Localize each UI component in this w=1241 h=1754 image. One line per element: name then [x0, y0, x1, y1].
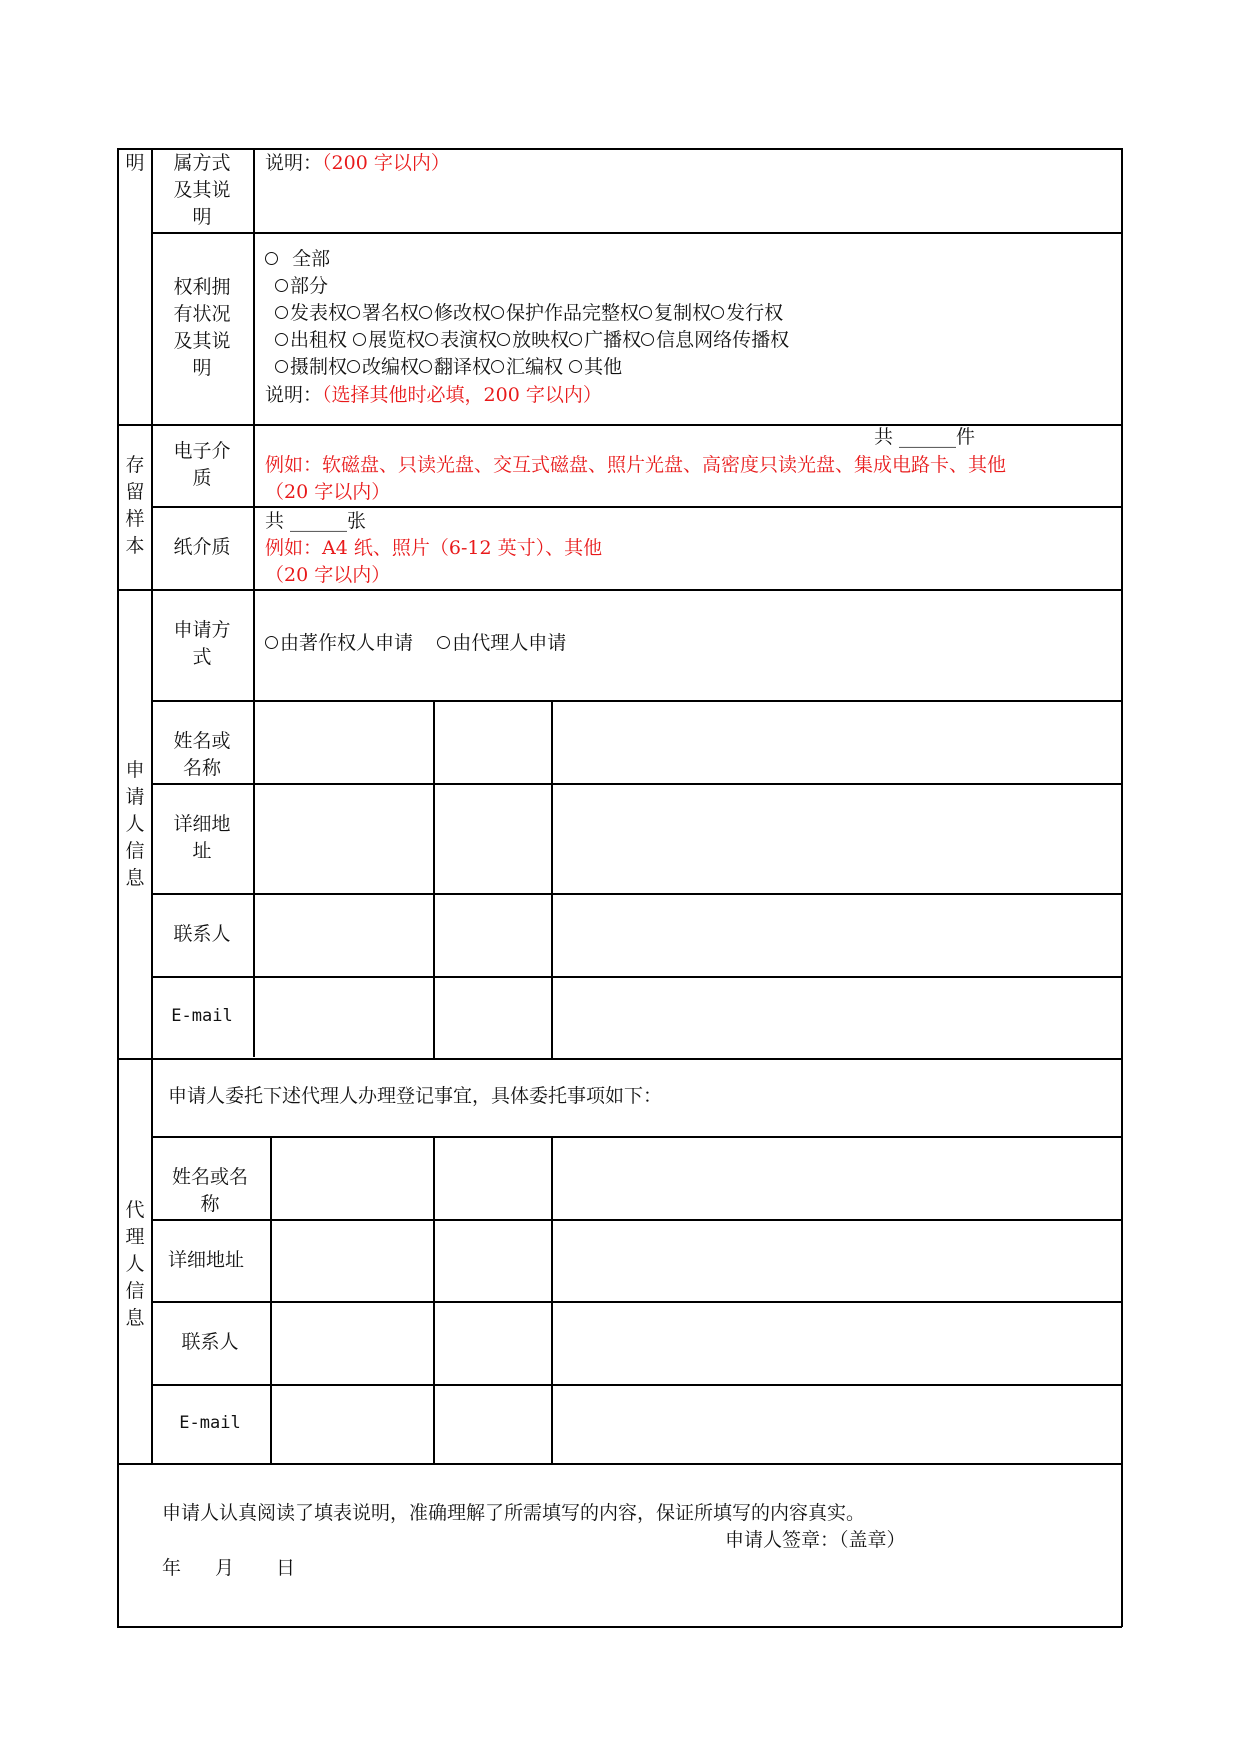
electronic-label: 电子介质	[173, 440, 231, 489]
right-option-label: 广播权	[584, 329, 642, 351]
electronic-limit: （20 字以内）	[265, 481, 391, 503]
right-option-label: 改编权	[362, 356, 420, 378]
right-option-label: 汇编权	[506, 356, 564, 378]
applicant-contact-field[interactable]	[255, 895, 431, 975]
applicant-name-field[interactable]	[255, 702, 431, 782]
right-option[interactable]	[419, 302, 491, 324]
table-left-border	[117, 148, 119, 1627]
group-label-agent: 代理人信息	[125, 1199, 145, 1329]
right-option-label: 署名权	[362, 302, 420, 324]
apply-method-label: 申请方式	[173, 619, 231, 668]
applicant-email-label: E-mail	[171, 1006, 233, 1026]
row-border-ownership	[151, 232, 1122, 234]
electronic-count[interactable]: 共 ______件	[874, 426, 976, 448]
right-option[interactable]	[347, 302, 419, 324]
applicant-contact-label: 联系人	[173, 923, 231, 945]
right-option[interactable]	[569, 329, 641, 351]
rights-note-hint: （选择其他时必填，200 字以内）	[322, 384, 602, 406]
agent-name-label: 姓名或名称	[171, 1166, 248, 1215]
group-label-applicant: 申请人信息	[125, 759, 145, 889]
right-option[interactable]	[275, 302, 347, 324]
ownership-input-area[interactable]	[255, 178, 1119, 230]
radio-circle-icon	[265, 636, 278, 649]
row-border-paper	[117, 589, 1122, 591]
radio-circle-icon	[569, 360, 582, 373]
rights-note-prefix: 说明：	[265, 384, 323, 406]
right-option[interactable]	[353, 329, 425, 351]
right-option[interactable]	[425, 329, 497, 351]
date-day: 日	[276, 1557, 296, 1579]
radio-circle-icon	[641, 333, 654, 346]
ownership-note-hint: （200 字以内）	[322, 152, 450, 174]
row-border-applicant-end	[117, 1058, 1122, 1060]
right-option[interactable]	[711, 302, 783, 324]
rights-row-1	[275, 300, 783, 327]
applicant-address-label: 详细地址	[173, 813, 231, 862]
agent-intro-text: 申请人委托下述代理人办理登记事宜，具体委托事项如下：	[168, 1085, 663, 1107]
agent-col-border-2	[551, 1136, 553, 1464]
right-option-label: 发表权	[290, 302, 348, 324]
radio-circle-icon	[353, 333, 366, 346]
right-option-label: 出租权	[290, 329, 348, 351]
radio-circle-icon	[275, 333, 288, 346]
date-month: 月	[215, 1557, 235, 1579]
radio-circle-icon	[639, 306, 652, 319]
apply-by-author-option[interactable]	[265, 632, 413, 654]
rights-option-part-label: 部分	[290, 275, 329, 297]
agent-contact-field[interactable]	[272, 1303, 431, 1383]
applicant-email-field[interactable]	[255, 978, 431, 1057]
declaration-date[interactable]	[162, 1555, 295, 1582]
right-option-label: 保护作品完整权	[506, 302, 640, 324]
declaration-signature[interactable]: 申请人签章：（盖章）	[725, 1529, 906, 1551]
agent-name-field[interactable]	[272, 1138, 431, 1218]
rights-note	[265, 382, 602, 409]
radio-circle-icon	[347, 306, 360, 319]
right-option-label: 放映权	[512, 329, 570, 351]
radio-circle-icon	[569, 333, 582, 346]
right-option-label: 复制权	[654, 302, 712, 324]
ownership-note-prefix: 说明：	[265, 152, 323, 174]
apply-method-options	[265, 630, 566, 657]
right-option[interactable]	[491, 302, 639, 324]
radio-circle-icon	[491, 360, 504, 373]
declaration-statement: 申请人认真阅读了填表说明，准确理解了所需填写的内容，保证所填写的内容真实。	[162, 1502, 866, 1524]
rights-option-part[interactable]	[275, 273, 328, 300]
right-option[interactable]	[347, 356, 419, 378]
right-option-label: 修改权	[434, 302, 492, 324]
radio-circle-icon	[711, 306, 724, 319]
right-option[interactable]	[275, 329, 347, 351]
radio-circle-icon	[275, 279, 288, 292]
rights-row-3	[275, 354, 622, 381]
agent-contact-label: 联系人	[181, 1331, 239, 1353]
rights-option-all[interactable]	[265, 246, 330, 273]
right-option-label: 发行权	[726, 302, 784, 324]
agent-email-field[interactable]	[272, 1386, 431, 1462]
radio-circle-icon	[491, 306, 504, 319]
agent-address-field[interactable]	[272, 1221, 431, 1300]
rights-row-2	[275, 327, 789, 354]
group-column-border	[151, 148, 153, 1463]
group-label-ming: 明	[125, 152, 145, 174]
apply-by-agent-option[interactable]	[437, 632, 566, 654]
right-option[interactable]	[497, 329, 569, 351]
right-option-label: 翻译权	[434, 356, 492, 378]
right-option-label: 其他	[584, 356, 623, 378]
right-option[interactable]	[639, 302, 711, 324]
agent-col-border-1	[433, 1136, 435, 1464]
right-option[interactable]	[641, 329, 789, 351]
right-option[interactable]	[569, 356, 622, 378]
agent-address-label: 详细地址	[168, 1249, 245, 1271]
rights-option-all-label: 全部	[292, 248, 331, 270]
table-bottom-border	[117, 1626, 1122, 1628]
applicant-address-field[interactable]	[255, 785, 431, 892]
apply-by-author-label: 由著作权人申请	[280, 632, 414, 654]
right-option-label: 表演权	[440, 329, 498, 351]
paper-example: 例如：A4 纸、照片（6-12 英寸）、其他	[265, 537, 603, 559]
agent-email-label: E-mail	[179, 1413, 241, 1433]
right-option[interactable]	[419, 356, 491, 378]
table-right-border	[1121, 148, 1123, 1627]
radio-circle-icon	[275, 306, 288, 319]
radio-circle-icon	[275, 360, 288, 373]
date-year: 年	[162, 1557, 182, 1579]
apply-by-agent-label: 由代理人申请	[452, 632, 567, 654]
group-label-sample: 存留样本	[125, 454, 145, 557]
row-border-agent-end	[117, 1463, 1122, 1465]
applicant-col-border-1	[433, 700, 435, 1059]
right-option-label: 展览权	[368, 329, 426, 351]
radio-circle-icon	[425, 333, 438, 346]
paper-limit: （20 字以内）	[265, 564, 391, 586]
radio-circle-icon	[347, 360, 360, 373]
applicant-col-border-2	[551, 700, 553, 1059]
right-option[interactable]	[275, 356, 347, 378]
paper-label: 纸介质	[173, 536, 231, 558]
radio-circle-icon	[419, 306, 432, 319]
right-option-label: 信息网络传播权	[656, 329, 790, 351]
rights-label: 权利拥有状况及其说明	[173, 276, 231, 379]
paper-count[interactable]: 共 ______张	[265, 510, 367, 532]
radio-circle-icon	[497, 333, 510, 346]
ownership-label: 属方式及其说明	[173, 152, 231, 228]
ownership-note	[265, 150, 450, 177]
radio-circle-icon	[419, 360, 432, 373]
right-option[interactable]	[491, 356, 563, 378]
applicant-name-label: 姓名或名称	[173, 730, 231, 779]
radio-circle-icon	[437, 636, 450, 649]
radio-circle-icon	[265, 252, 278, 265]
electronic-example: 例如：软磁盘、只读光盘、交互式磁盘、照片光盘、高密度只读光盘、集成电路卡、其他	[265, 454, 1007, 476]
right-option-label: 摄制权	[290, 356, 348, 378]
